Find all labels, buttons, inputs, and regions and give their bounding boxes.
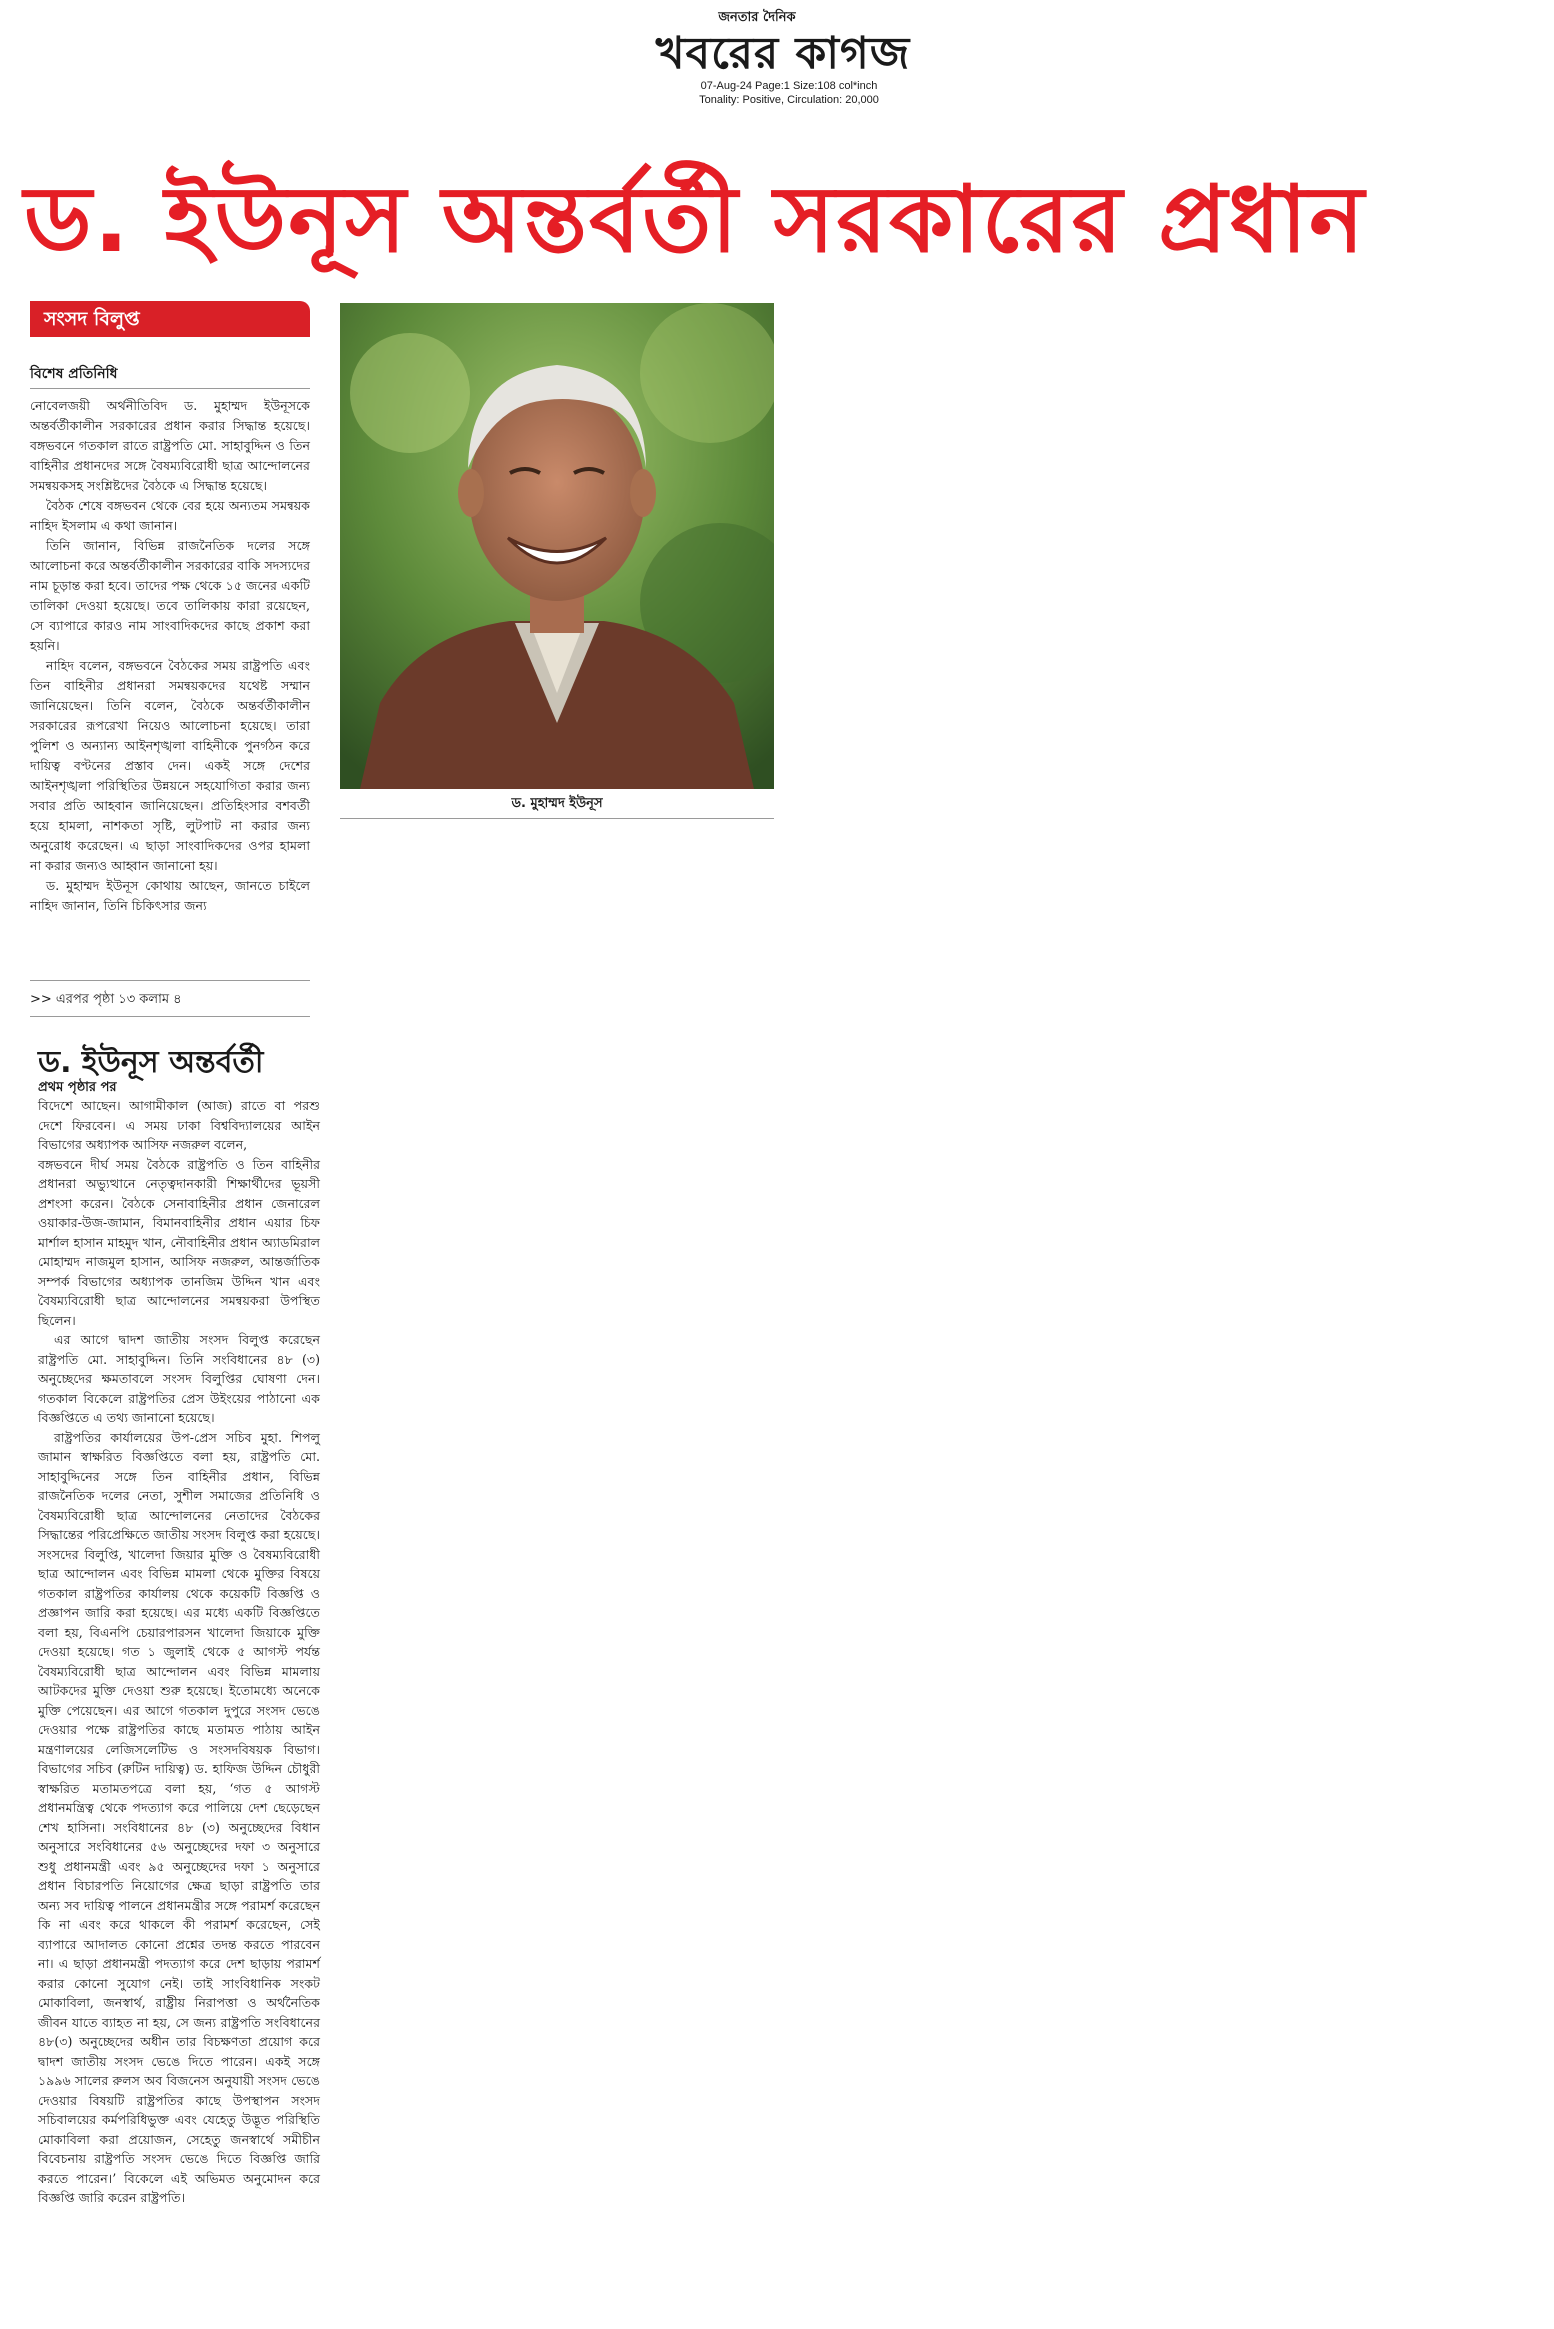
byline-rule	[30, 388, 310, 389]
article-paragraph: ড. মুহাম্মদ ইউনূস কোথায় আছেন, জানতে চাইলে নাহিদ জানান, তিনি চিকিৎসার জন্য	[30, 878, 310, 913]
continuation-subhead: প্রথম পৃষ্ঠার পর	[38, 1080, 117, 1095]
clipping-meta-date: 07-Aug-24 Page:1 Size:108 col*inch	[700, 80, 878, 92]
continuation-paragraph: বঙ্গভবনে দীর্ঘ সময় বৈঠকে রাষ্ট্রপতি ও তিন বাহিনীর প্রধানরা অভ্যুত্থানে নেতৃত্বদানকারী শিক্ষার্থীদের ভূয়সী প্রশংসা করেন। বৈঠকে সেনাবাহিনীর প্রধান জেনারেল ওয়াকার-উজ-জামান, বিমানবাহিনীর প্রধান এয়ার চিফ মার্শাল হাসান মাহমুদ খান, নৌবাহিনীর প্রধান অ্যাডমিরাল মোহাম্মদ নাজমুল হাসান, আসিফ নজরুল, আন্তর্জাতিক সম্পর্ক বিভাগের অধ্যাপক তানজিম উদ্দিন খান এবং বৈষম্যবিরোধী ছাত্র আন্দোলনের সমন্বয়করা উপস্থিত ছিলেন।	[38, 1156, 320, 1328]
byline: বিশেষ প্রতিনিধি	[30, 366, 118, 382]
article-paragraph: তিনি জানান, বিভিন্ন রাজনৈতিক দলের সঙ্গে আলোচনা করে অন্তর্বর্তীকালীন সরকারের বাকি সদস্যদের নাম চূড়ান্ত করা হবে। তাদের পক্ষ থেকে ১৫ জনের একটি তালিকা দেওয়া হয়েছে। তবে তালিকায় কারা রয়েছেন, সে ব্যাপারে কারও নাম সাংবাদিকদের কাছে প্রকাশ করা হয়নি।	[30, 538, 310, 653]
continuation-headline: ড. ইউনূস অন্তর্বর্তী	[38, 1045, 264, 1080]
section-divider	[30, 1016, 310, 1017]
article-paragraph: নাহিদ বলেন, বঙ্গভবনে বৈঠকের সময় রাষ্ট্রপতি এবং তিন বাহিনীর প্রধানরা সমন্বয়কদের যথেষ্ট সম্মান জানিয়েছেন। তিনি বলেন, বৈঠকে অন্তর্বর্তীকালীন সরকারের রূপরেখা নিয়েও আলোচনা হয়েছে। তারা পুলিশ ও অন্যান্য আইনশৃঙ্খলা বাহিনীকে পুনর্গঠন করে দায়িত্ব বণ্টনের প্রস্তাব দেন। একই সঙ্গে দেশের আইনশৃঙ্খলা পরিস্থিতির উন্নয়নে সহযোগিতা করার জন্য সবার প্রতি আহবান জানিয়েছেন। প্রতিহিংসার বশবর্তী হয়ে হামলা, নাশকতা সৃষ্টি, লুটপাট না করার জন্য অনুরোধ করেছেন। এ ছাড়া সাংবাদিকদের ওপর হামলা না করার জন্যও আহ্বান জানানো হয়।	[30, 658, 310, 873]
article-paragraph: নোবেলজয়ী অর্থনীতিবিদ ড. মুহাম্মদ ইউনূসকে অন্তর্বর্তীকালীন সরকারের প্রধান করার সিদ্ধান্ত হয়েছে। বঙ্গভবনে গতকাল রাতে রাষ্ট্রপতি মো. সাহাবুদ্দিন ও তিন বাহিনীর প্রধানদের সঙ্গে বৈষম্যবিরোধী ছাত্র আন্দোলনের সমন্বয়কসহ সংশ্লিষ্টদের বৈঠকে এ সিদ্ধান্ত হয়েছে।	[30, 398, 310, 493]
continuation-paragraph: এর আগে দ্বাদশ জাতীয় সংসদ বিলুপ্ত করেছেন রাষ্ট্রপতি মো. সাহাবুদ্দিন। তিনি সংবিধানের ৪৮ (৩) অনুচ্ছেদের ক্ষমতাবলে সংসদ বিলুপ্তির ঘোষণা দেন। গতকাল বিকেলে রাষ্ট্রপতির প্রেস উইংয়ের পাঠানো এক বিজ্ঞপ্তিতে এ তথ্য জানানো হয়েছে।	[38, 1332, 320, 1425]
jump-rule	[30, 980, 310, 981]
photo-caption: ড. মুহাম্মদ ইউনূস	[511, 796, 603, 811]
continuation-paragraph: বিদেশে আছেন। আগামীকাল (আজ) রাতে বা পরশু দেশে ফিরবেন। এ সময় ঢাকা বিশ্ববিদ্যালয়ের আইন বিভাগের অধ্যাপক আসিফ নজরুল বলেন,	[38, 1098, 320, 1152]
caption-rule	[340, 818, 774, 819]
jump-line: >> এরপর পৃষ্ঠা ১৩ কলাম ৪	[30, 992, 182, 1007]
kicker-label: সংসদ বিলুপ্ত	[44, 308, 140, 330]
portrait-photo	[340, 303, 774, 789]
clipping-meta-tonality: Tonality: Positive, Circulation: 20,000	[699, 94, 879, 106]
continuation-paragraph: রাষ্ট্রপতির কার্যালয়ের উপ-প্রেস সচিব মুহা. শিপলু জামান স্বাক্ষরিত বিজ্ঞপ্তিতে বলা হয়, রাষ্ট্রপতি মো. সাহাবুদ্দিনের সঙ্গে তিন বাহিনীর প্রধান, বিভিন্ন রাজনৈতিক দলের নেতা, সুশীল সমাজের প্রতিনিধি ও বৈষম্যবিরোধী ছাত্র আন্দোলনের নেতাদের বৈঠকের সিদ্ধান্তের পরিপ্রেক্ষিতে জাতীয় সংসদ বিলুপ্ত করা হয়েছে। সংসদের বিলুপ্তি, খালেদা জিয়ার মুক্তি ও বৈষম্যবিরোধী ছাত্র আন্দোলন এবং বিভিন্ন মামলা থেকে মুক্তির বিষয়ে গতকাল রাষ্ট্রপতির কার্যালয় থেকে কয়েকটি বিজ্ঞপ্তি ও প্রজ্ঞাপন জারি করা হয়েছে। এর মধ্যে একটি বিজ্ঞপ্তিতে বলা হয়, বিএনপি চেয়ারপারসন খালেদা জিয়াকে মুক্তি দেওয়া হয়েছে। গত ১ জুলাই থেকে ৫ আগস্ট পর্যন্ত বৈষম্যবিরোধী ছাত্র আন্দোলন এবং বিভিন্ন মামলায় আটকদের মুক্তি দেওয়া শুরু হয়েছে। ইতোমধ্যে অনেকে মুক্তি পেয়েছেন। এর আগে গতকাল দুপুরে সংসদ ভেঙে দেওয়ার পক্ষে রাষ্ট্রপতির কাছে মতামত পাঠায় আইন মন্ত্রণালয়ের লেজিসলেটিভ ও সংসদবিষয়ক বিভাগ। বিভাগের সচিব (রুটিন দায়িত্ব) ড. হাফিজ উদ্দিন চৌধুরী স্বাক্ষরিত মতামতপত্রে বলা হয়, ‘গত ৫ আগস্ট প্রধানমন্ত্রিত্ব থেকে পদত্যাগ করে পালিয়ে দেশ ছেড়েছেন শেখ হাসিনা। সংবিধানের ৪৮ (৩) অনুচ্ছেদের বিধান অনুসারে সংবিধানের ৫৬ অনুচ্ছেদের দফা ৩ অনুসারে শুধু প্রধানমন্ত্রী এবং ৯৫ অনুচ্ছেদের দফা ১ অনুসারে প্রধান বিচারপতি নিয়োগের ক্ষেত্র ছাড়া রাষ্ট্রপতি তার অন্য সব দায়িত্ব পালনে প্রধানমন্ত্রীর সঙ্গে পরামর্শ করেছেন কি না এবং করে থাকলে কী পরামর্শ করেছেন, সেই ব্যাপারে আদালত কোনো প্রশ্নের তদন্ত করতে পারবেন না। এ ছাড়া প্রধানমন্ত্রী পদত্যাগ করে দেশ ছাড়ায় পরামর্শ করার কোনো সুযোগ নেই। তাই সাংবিধানিক সংকট মোকাবিলা, জনস্বার্থ, রাষ্ট্রীয় নিরাপত্তা ও অর্থনৈতিক জীবন যাতে ব্যাহত না হয়, সে জন্য রাষ্ট্রপতি সংবিধানের ৪৮(৩) অনুচ্ছেদের অধীন তার বিচক্ষণতা প্রয়োগ করে দ্বাদশ জাতীয় সংসদ ভেঙে দিতে পারেন। একই সঙ্গে ১৯৯৬ সালের রুলস অব বিজনেস অনুযায়ী সংসদ ভেঙে দেওয়ার বিষয়টি রাষ্ট্রপতির কাছে উপস্থাপন সংসদ সচিবালয়ের কর্মপরিধিভুক্ত এবং যেহেতু উদ্ভূত পরিস্থিতি মোকাবিলা করা প্রয়োজন, সেহেতু জনস্বার্থে সমীচীন বিবেচনায় রাষ্ট্রপতি সংসদ ভেঙে দিতে বিজ্ঞপ্তি জারি করতে পারেন।’ বিকেলে এই অভিমত অনুমোদন করে বিজ্ঞপ্তি জারি করেন রাষ্ট্রপতি।	[38, 1429, 320, 2205]
masthead-tagline: জনতার দৈনিক	[718, 10, 796, 25]
main-headline: ড. ইউনূস অন্তর্বর্তী সরকারের প্রধান	[24, 166, 1367, 273]
article-paragraph: বৈঠক শেষে বঙ্গভবন থেকে বের হয়ে অন্যতম সমন্বয়ক নাহিদ ইসলাম এ কথা জানান।	[30, 498, 310, 533]
continuation-body	[38, 1096, 320, 2208]
masthead	[0, 8, 1554, 107]
kicker-banner	[30, 301, 310, 337]
newspaper-name: খবরের কাগজ	[655, 28, 911, 79]
article-body	[30, 396, 310, 916]
